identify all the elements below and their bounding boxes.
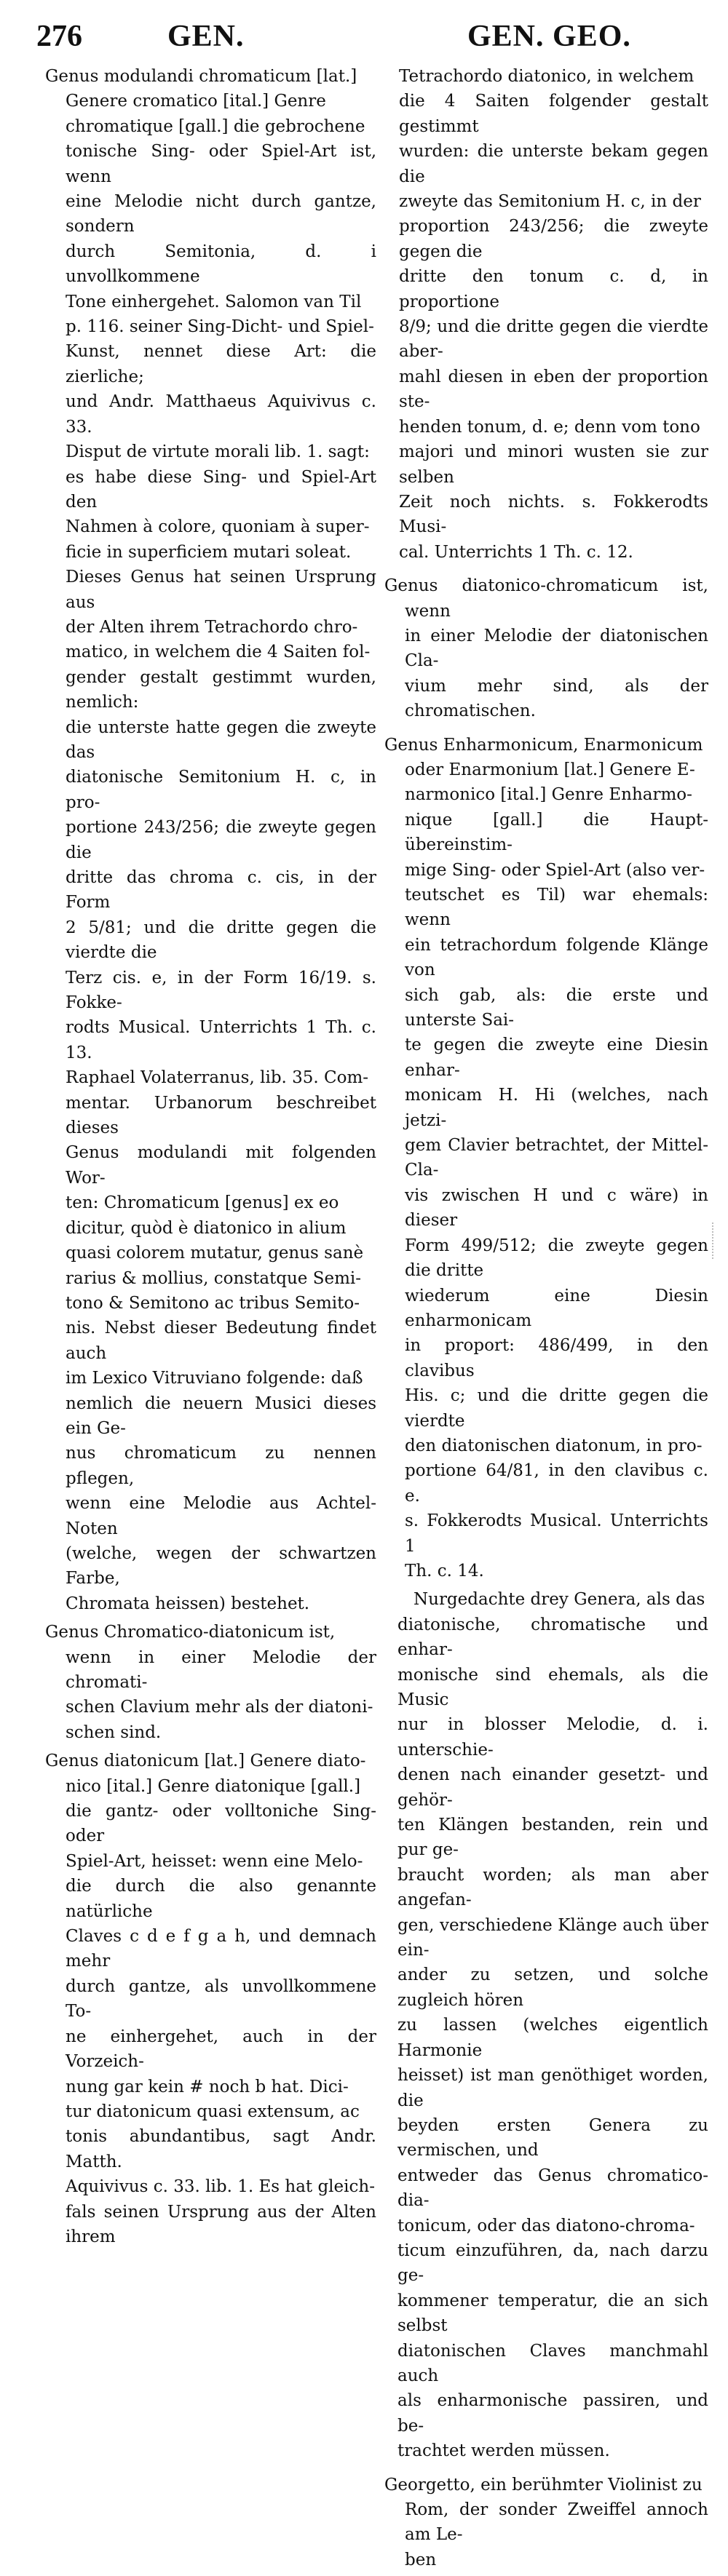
dictionary-entry-genus-diatonicum: Genus diatonicum [lat.] Genere diato- nico [ital.] Genre diatonique [gall.] die gantz- oder volltoniche Sing- oder Spiel-Art, heisset: wenn eine Melo- die durch die also genannte natürliche Claves c d e f g a h, und demnach mehr durch gantze, als unvollkommene To- ne einhergehet, auch in der Vorzeich- nung gar kein # noch b hat. Dici- tur diatonicum quasi extensum, ac tonis abundantibus, sagt Andr. Matth. Aquivivus c. 33. lib. 1. Es hat gleich- fals seinen Ursprung aus der Alten ihrem <box>45 1752 376 2246</box>
right-text-column <box>384 64 708 2576</box>
page-header <box>0 13 728 57</box>
dictionary-entry-chromatico-diatonicum: Genus Chromatico-diatonicum ist, wenn in einer Melodie der chromati- schen Clavium mehr als der diatoni- schen sind. <box>45 1623 376 1742</box>
dictionary-entry-georgetto: Georgetto, ein berühmter Violinist zu Rom, der sonder Zweiffel annoch am Le- ben <box>384 2475 708 2569</box>
right-running-header: GEN. GEO. <box>467 20 631 53</box>
scan-edge-mark <box>712 1223 718 1259</box>
left-text-column <box>45 64 376 2253</box>
dictionary-entry-genus-chromaticum: Genus modulandi chromaticum [lat.] Genere cromatico [ital.] Genre chromatique [gall.] die gebrochene tonische Sing- oder Spiel-Art ist, wenn eine Melodie nicht durch gantze, sondern durch Semitonia, d. i unvollkommene Tone einhergehet. Salomon van Til p. 116. seiner Sing-Dicht- und Spiel- Kunst, nennet diese Art: die zierliche; und Andr. Matthaeus Aquivivus c. 33. Disput de virtute morali lib. 1. sagt: es habe diese Sing- und Spiel-Art den Nahmen à colore, quoniam à super- ficie in superficiem mutari soleat. Dieses Genus hat seinen Ursprung aus der Alten ihrem Tetrachordo chro- matico, in welchem die 4 Saiten fol- gender gestalt gestimmt wurden, nemlich: die unterste hatte gegen die zweyte das diatonische Semitonium H. c, in pro- portione 243/256; die zweyte gegen die dritte das chroma c. cis, in der Form 2 5/81; und die dritte gegen die vierdte die Terz cis. e, in der Form 16/19. s. Fokke- rodts Musical. Unterrichts 1 Th. c. 13. Raphael Volaterranus, lib. 35. Com- mentar. Urbanorum beschreibet dieses Genus modulandi mit folgenden Wor- ten: Chromaticum [genus] ex eo dicitur, quòd è diatonico in alium quasi colorem mutatur, genus sanè rarius & mollius, constatque Semi- tono & Semitono ac tribus Semito- nis. Nebst dieser Bedeutung findet auch im Lexico Vitruviano folgende: daß nemlich die neuern Musici dieses ein Ge- nus chromaticum zu nennen pflegen, wenn eine Melodie aus Achtel-Noten (welche, wegen der schwartzen Farbe, Chromata heissen) bestehet. <box>45 67 376 1613</box>
diatonicum-continuation: Tetrachordo diatonico, in welchem die 4 Saiten folgender gestalt gestimmt wurden: die unterste bekam gegen die zweyte das Semitonium H. c, in der proportion 243/256; die zweyte gegen die dritte den tonum c. d, in proportione 8/9; und die dritte gegen die vierdte aber- mahl diesen in eben der proportion ste- henden tonum, d. e; denn vom tono majori und minori wusten sie zur selben Zeit noch nichts. s. Fokkerodts Musi- cal. Unterrichts 1 Th. c. 12. <box>399 67 708 562</box>
genera-history-paragraph: Nurgedachte drey Genera, als das diatonische, chromatische und enhar- monische sind ehemals, als die Music nur in blosser Melodie, d. i. unterschie- denen nach einander gesetzt- und gehör- ten Klängen bestanden, rein und pur ge- braucht worden; als man aber angefan- gen, verschiedene Klänge auch über ein- ander zu setzen, und solche zugleich hören zu lassen (welches eigentlich Harmonie heisset) ist man genöthiget worden, die beyden ersten Genera zu vermischen, und entweder das Genus chromatico-dia- tonicum, oder das diatono-chroma- ticum einzuführen, da, nach darzu ge- kommener temperatur, die an sich selbst diatonischen Claves manchmahl auch als enharmonische passiren, und be- trachtet werden müssen. <box>397 1590 708 2461</box>
left-running-header: GEN. <box>167 20 245 53</box>
page-number: 276 <box>36 20 82 53</box>
dictionary-entry-diatonico-chromaticum: Genus diatonico-chromaticum ist, wenn in einer Melodie der diatonischen Cla- vium mehr sind, als der chromatischen. <box>384 576 708 721</box>
dictionary-entry-genus-enharmonicum: Genus Enharmonicum, Enarmonicum oder Enarmonium [lat.] Genere E- narmonico [ital.] Genre Enharmo- nique [gall.] die Haupt-übereinstim- mige Sing- oder Spiel-Art (also ver- teutschet es Til) war ehemals: wenn ein tetrachordum folgende Klänge von sich gab, als: die erste und unterste Sai- te gegen die zweyte eine Diesin enhar- monicam H. Hi (welches, nach jetzi- gem Clavier betrachtet, der Mittel-Cla- vis zwischen H und c wäre) in dieser Form 499/512; die zweyte gegen die dritte wiederum eine Diesin enharmonicam in proport: 486/499, in den clavibus His. c; und die dritte gegen die vierdte den diatonischen diatonum, in pro- portione 64/81, in den clavibus c. e. s. Fokkerodts Musical. Unterrichts 1 Th. c. 14. <box>384 735 708 1581</box>
